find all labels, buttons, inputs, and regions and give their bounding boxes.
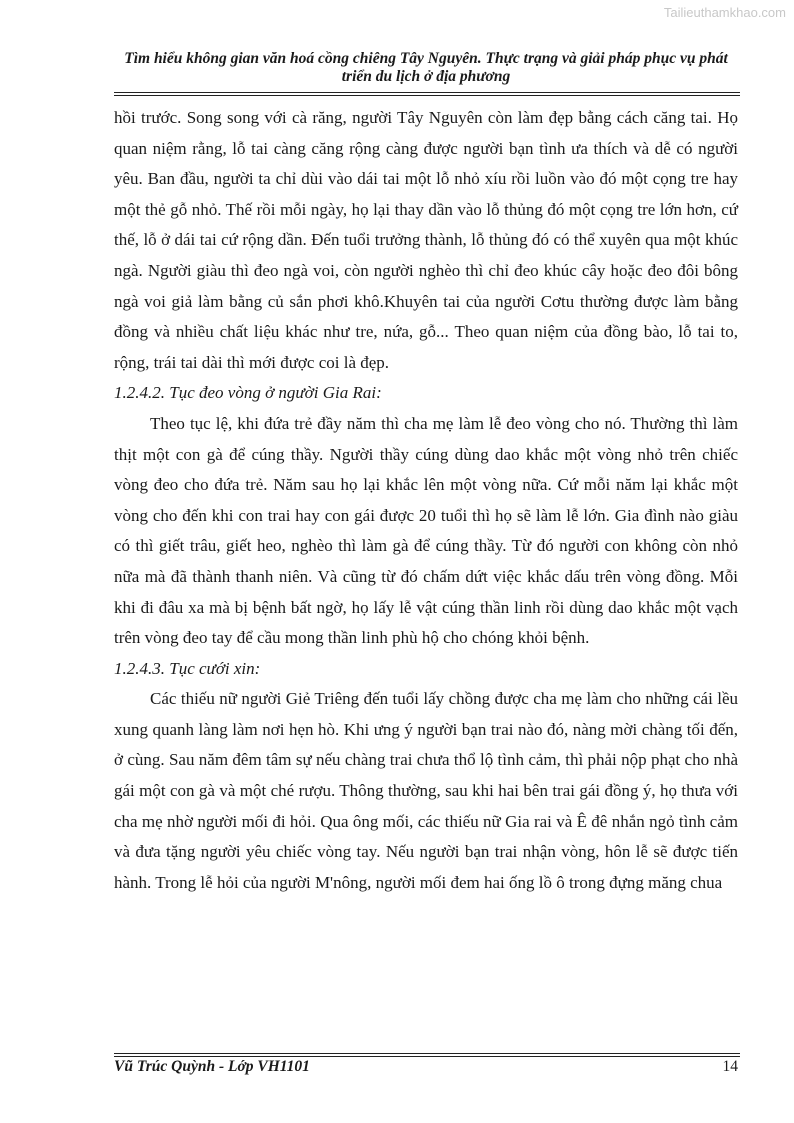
- section-heading: 1.2.4.3. Tục cưới xin:: [114, 658, 261, 678]
- header-divider: [114, 92, 740, 96]
- paragraph: hồi trước. Song song với cà răng, người Tây Nguyên còn làm đẹp bằng cách căng tai. Họ quan niệm rằng, lỗ tai càng căng rộng càng được người bạn tình ưa thích và dễ có người yêu. Ban đầu, người ta chỉ dùi vào dái tai một lỗ nhỏ xíu rồi luồn vào đó một cọng tre hay một thẻ gỗ nhỏ. Thế rồi mỗi ngày, họ lại thay dần vào lỗ thủng đó một cọng tre lớn hơn, cứ thế, lỗ ở dái tai cứ rộng dần. Đến tuổi trưởng thành, lỗ thủng đó có thể xuyên qua một khúc ngà. Người giàu thì đeo ngà voi, còn người nghèo thì chỉ đeo khúc cây hoặc đeo đôi bông ngà voi giả làm bằng củ sắn phơi khô.Khuyên tai của người Cơtu thường được làm bằng đồng và nhiều chất liệu khác như tre, nứa, gỗ... Theo quan niệm của đồng bào, lỗ tai to, rộng, trái tai dài thì mới được coi là đẹp.: [114, 108, 738, 372]
- footer-author: Vũ Trúc Quỳnh - Lớp VH1101: [114, 1058, 310, 1075]
- page-number: 14: [722, 1058, 738, 1075]
- footer-divider: [114, 1053, 740, 1057]
- running-header: Tìm hiểu không gian văn hoá cồng chiêng Tây Nguyên. Thực trạng và giải pháp phục vụ phát triển du lịch ở địa phương: [124, 50, 728, 85]
- section-heading: 1.2.4.2. Tục đeo vòng ở người Gia Rai:: [114, 383, 382, 403]
- document-body: [114, 103, 738, 898]
- paragraph: Các thiếu nữ người Giẻ Triêng đến tuổi lấy chồng được cha mẹ làm cho những cái lều xung quanh làng làm nơi hẹn hò. Khi ưng ý người bạn trai nào đó, nàng mời chàng tối đến, ở cùng. Sau năm đêm tâm sự nếu chàng trai chưa thổ lộ tình cảm, thì phải nộp phạt cho nhà gái một con gà và một ché rượu. Thông thường, sau khi hai bên trai gái đồng ý, họ thưa với cha mẹ nhờ người mối đi hỏi. Qua ông mối, các thiếu nữ Gia rai và Ê đê nhắn ngỏ tình cảm và đưa tặng người yêu chiếc vòng tay. Nếu người bạn trai nhận vòng, hôn lễ sẽ được tiến hành. Trong lễ hỏi của người M'nông, người mối đem hai ống lồ ô trong đựng măng chua: [114, 689, 738, 892]
- watermark: Tailieuthamkhao.com: [663, 5, 786, 20]
- paragraph: Theo tục lệ, khi đứa trẻ đầy năm thì cha mẹ làm lễ đeo vòng cho nó. Thường thì làm thịt một con gà để cúng thầy. Người thầy cúng dùng dao khắc một vòng nhỏ trên chiếc vòng đeo cho đứa trẻ. Năm sau họ lại khắc lên một vòng nữa. Cứ mỗi năm lại khắc một vòng cho đến khi con trai hay con gái được 20 tuổi thì họ sẽ làm lễ lớn. Gia đình nào giàu có thì giết trâu, giết heo, nghèo thì làm gà để cúng thầy. Từ đó người con không còn nhỏ nữa mà đã thành thanh niên. Và cũng từ đó chấm dứt việc khắc dấu trên vòng đồng. Mỗi khi đi đâu xa mà bị bệnh bất ngờ, họ lấy lễ vật cúng thần linh rồi dùng dao khắc một vạch trên vòng đeo tay để cầu mong thần linh phù hộ cho chóng khỏi bệnh.: [114, 413, 738, 648]
